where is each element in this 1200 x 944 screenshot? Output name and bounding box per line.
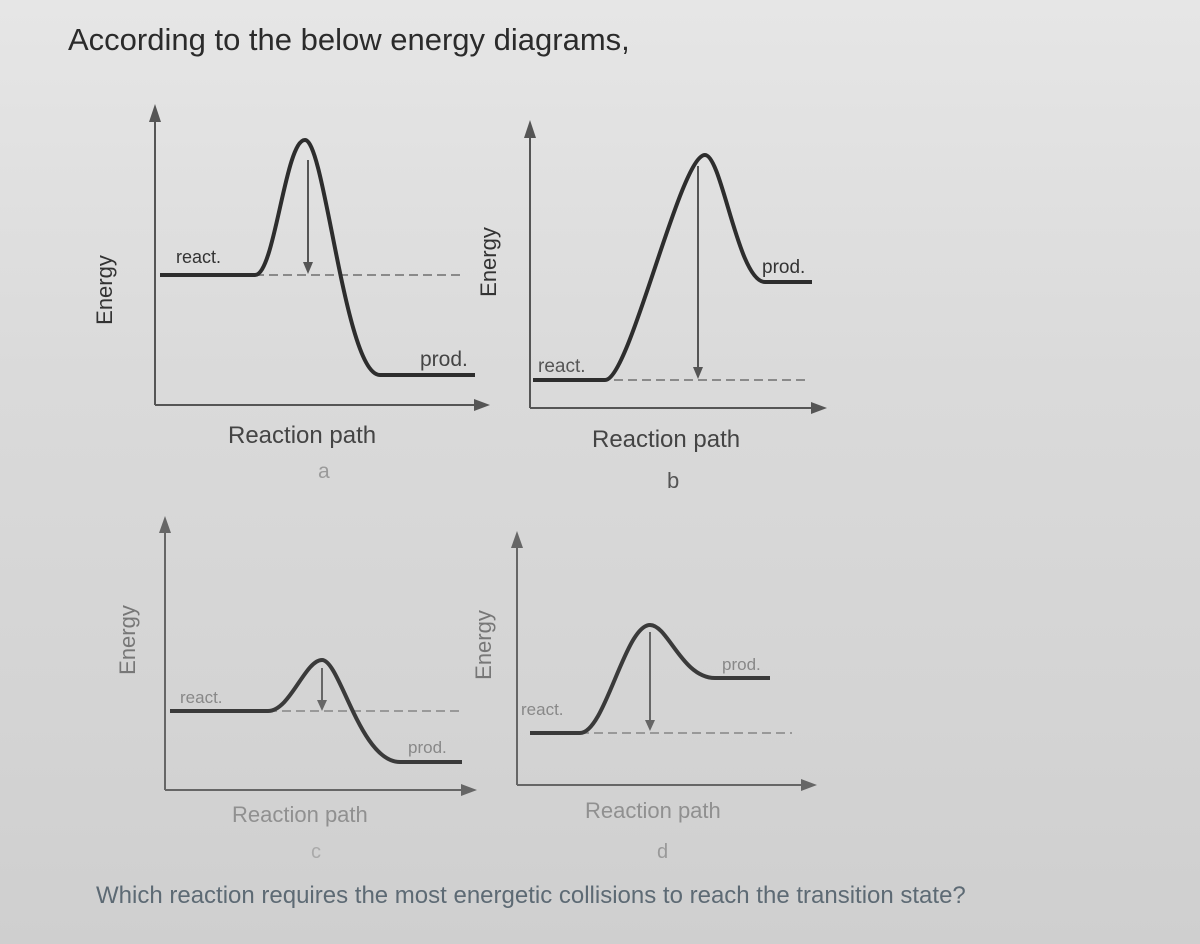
diagram-caption: a <box>318 460 330 483</box>
energy-diagram-d <box>471 531 817 863</box>
reactant-label: react. <box>180 688 223 707</box>
product-label: prod. <box>408 738 447 757</box>
heading-text: According to the below energy diagrams, <box>68 22 630 57</box>
activation-energy-arrowhead <box>317 700 327 711</box>
y-axis-label: Energy <box>115 605 140 675</box>
y-axis-arrow <box>511 531 523 548</box>
reactant-label: react. <box>538 356 586 377</box>
x-axis-arrow <box>474 399 490 411</box>
x-axis-label: Reaction path <box>228 422 377 449</box>
activation-energy-arrowhead <box>303 262 313 274</box>
y-axis-arrow <box>159 516 171 533</box>
x-axis-label: Reaction path <box>585 798 721 823</box>
reactant-label: react. <box>176 247 222 267</box>
y-axis-label: Energy <box>471 610 496 680</box>
product-label: prod. <box>762 257 806 278</box>
y-axis-label: Energy <box>92 255 117 325</box>
x-axis-arrow <box>801 779 817 791</box>
y-axis-arrow <box>149 104 161 122</box>
x-axis-arrow <box>461 784 477 796</box>
x-axis-label: Reaction path <box>232 802 368 827</box>
energy-diagram-b <box>476 120 827 493</box>
question-text: Which reaction requires the most energetic collisions to reach the transition state? <box>96 882 966 909</box>
diagram-caption: d <box>657 841 669 863</box>
product-label: prod. <box>420 348 468 371</box>
product-label: prod. <box>722 655 761 674</box>
energy-diagram-a <box>92 104 490 483</box>
activation-energy-arrowhead <box>693 367 703 379</box>
y-axis-label: Energy <box>476 227 501 297</box>
diagram-caption: b <box>667 468 680 493</box>
y-axis-arrow <box>524 120 536 138</box>
energy-diagram-c <box>115 516 477 863</box>
diagram-caption: c <box>311 841 321 863</box>
activation-energy-arrowhead <box>645 720 655 731</box>
x-axis-arrow <box>811 402 827 414</box>
x-axis-label: Reaction path <box>592 426 741 453</box>
reactant-label: react. <box>521 700 564 719</box>
